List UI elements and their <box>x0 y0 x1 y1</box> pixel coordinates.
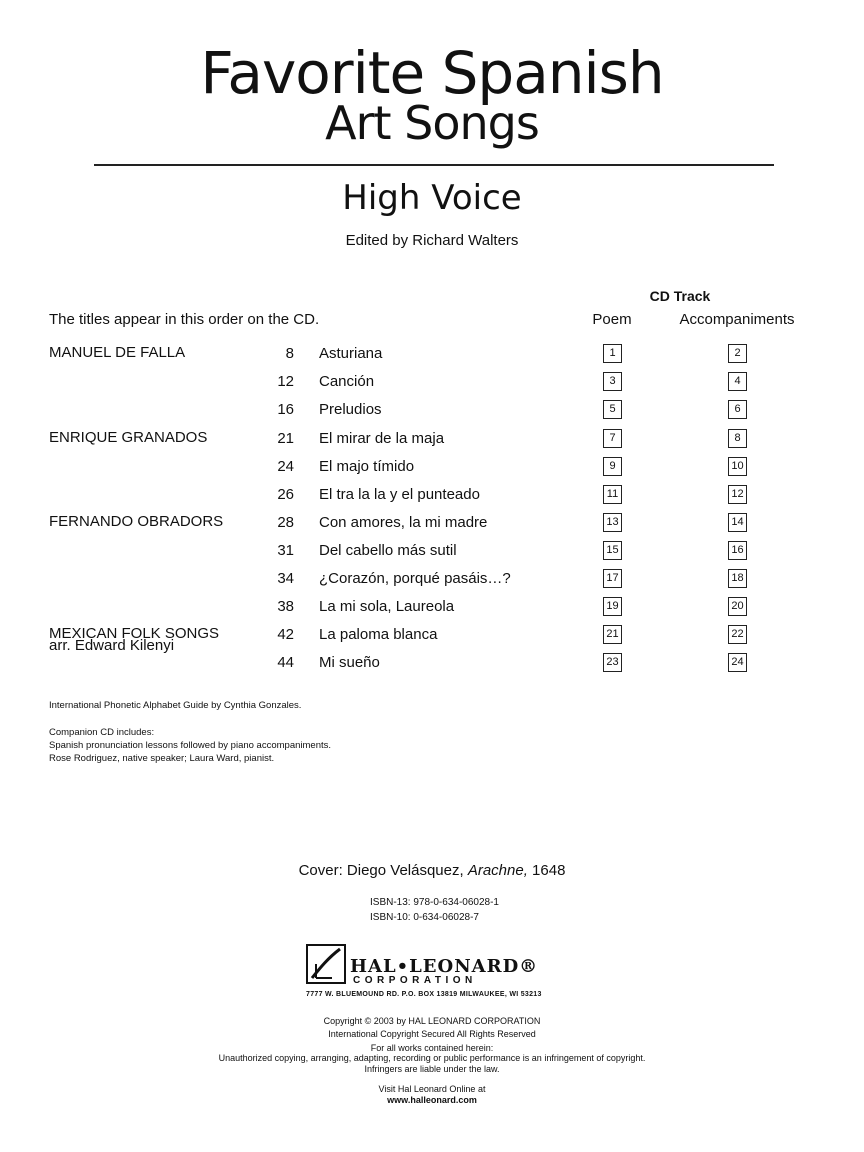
copyright-line: Copyright © 2003 by HAL LEONARD CORPORATION <box>323 1016 541 1026</box>
poem-track-box: 21 <box>603 625 622 644</box>
unauthorized-line: Unauthorized copying, arranging, adapting, recording or public performance is an infringement of copyright. <box>218 1053 646 1063</box>
ipa-note: International Phonetic Alphabet Guide by Cynthia Gonzales. <box>49 700 302 711</box>
page-number: 8 <box>285 345 294 362</box>
song-title: Del cabello más sutil <box>319 542 457 559</box>
hal-leonard-logo-icon <box>306 944 346 984</box>
table-row <box>0 401 864 429</box>
cover-work: Arachne, <box>467 862 528 879</box>
accompaniment-track-box: 16 <box>728 541 747 560</box>
accompaniment-track-box: 24 <box>728 653 747 672</box>
works-line: For all works contained herein: <box>370 1043 494 1053</box>
accompaniment-track-box: 10 <box>728 457 747 476</box>
song-title: ¿Corazón, porqué pasáis…? <box>319 570 511 587</box>
title-divider <box>94 164 774 166</box>
song-title: El majo tímido <box>319 458 415 475</box>
composer-name: ENRIQUE GRANADOS <box>49 429 208 446</box>
poem-track-box: 17 <box>603 569 622 588</box>
page-number: 12 <box>277 373 294 390</box>
accompaniment-track-box: 14 <box>728 513 747 532</box>
cd-heading: Companion CD includes: <box>49 727 155 738</box>
accompaniment-track-box: 12 <box>728 485 747 504</box>
page-title: Favorite Spanish <box>200 39 664 107</box>
publisher-logo-corp: CORPORATION <box>353 975 477 986</box>
accompaniment-track-box: 18 <box>728 569 747 588</box>
cd-track-heading: CD Track <box>649 288 711 304</box>
cd-line: Rose Rodriguez, native speaker; Laura Ward, pianist. <box>49 753 275 764</box>
infringers-line: Infringers are liable under the law. <box>364 1064 500 1074</box>
song-title: Asturiana <box>319 345 383 362</box>
accompaniment-track-box: 2 <box>728 344 747 363</box>
page-number: 34 <box>277 570 294 587</box>
page-number: 26 <box>277 486 294 503</box>
page-number: 24 <box>277 458 294 475</box>
cover-credit <box>0 862 864 879</box>
page-number: 16 <box>277 401 294 418</box>
table-row <box>0 430 864 458</box>
song-title: Canción <box>319 373 375 390</box>
page-number: 21 <box>277 430 294 447</box>
cover-year: 1648 <box>527 862 566 879</box>
accompaniment-track-box: 8 <box>728 429 747 448</box>
table-row <box>0 514 864 542</box>
table-row <box>0 458 864 486</box>
song-title: Preludios <box>319 401 382 418</box>
accompaniment-track-box: 22 <box>728 625 747 644</box>
table-row <box>0 542 864 570</box>
poem-track-box: 13 <box>603 513 622 532</box>
poem-track-box: 23 <box>603 653 622 672</box>
song-title: La paloma blanca <box>319 626 438 643</box>
accompaniment-track-box: 20 <box>728 597 747 616</box>
rights-line: International Copyright Secured All Rights Reserved <box>328 1029 536 1039</box>
poem-track-box: 19 <box>603 597 622 616</box>
composer-name: MANUEL DE FALLA <box>49 344 186 361</box>
editor-credit: Edited by Richard Walters <box>345 232 519 249</box>
isbn-10: ISBN-10: 0-634-06028-7 <box>370 912 479 923</box>
publisher-logo-name: HAL•LEONARD® <box>350 956 539 977</box>
accompaniments-column-header: Accompaniments <box>679 311 795 328</box>
poem-column-header: Poem <box>592 311 632 328</box>
poem-track-box: 5 <box>603 400 622 419</box>
song-title: El tra la la y el punteado <box>319 486 480 503</box>
cover-prefix: Cover: Diego Velásquez, <box>298 862 468 879</box>
song-title: Mi sueño <box>319 654 380 671</box>
page-number: 44 <box>277 654 294 671</box>
website-link[interactable]: www.halleonard.com <box>387 1095 477 1105</box>
accompaniment-track-box: 6 <box>728 400 747 419</box>
table-row <box>0 345 864 373</box>
poem-track-box: 11 <box>603 485 622 504</box>
table-row <box>0 654 864 682</box>
page-number: 28 <box>277 514 294 531</box>
song-title: La mi sola, Laureola <box>319 598 455 615</box>
composer-name: FERNANDO OBRADORS <box>49 513 224 530</box>
poem-track-box: 15 <box>603 541 622 560</box>
accompaniment-track-box: 4 <box>728 372 747 391</box>
poem-track-box: 1 <box>603 344 622 363</box>
page-number: 42 <box>277 626 294 643</box>
subtitle: High Voice <box>342 178 522 218</box>
composer-arranger: arr. Edward Kilenyi <box>49 637 175 654</box>
page-number: 38 <box>277 598 294 615</box>
page-title-line2: Art Songs <box>325 96 539 150</box>
song-title: El mirar de la maja <box>319 430 445 447</box>
table-row <box>0 570 864 598</box>
poem-track-box: 9 <box>603 457 622 476</box>
composer-name: MEXICAN FOLK SONGS <box>49 625 220 642</box>
song-title: Con amores, la mi madre <box>319 514 488 531</box>
cd-line: Spanish pronunciation lessons followed by piano accompaniments. <box>49 740 332 751</box>
poem-track-box: 7 <box>603 429 622 448</box>
isbn-13: ISBN-13: 978-0-634-06028-1 <box>370 897 499 908</box>
table-row <box>0 626 864 654</box>
visit-line: Visit Hal Leonard Online at <box>378 1084 486 1094</box>
poem-track-box: 3 <box>603 372 622 391</box>
publisher-address: 7777 W. BLUEMOUND RD. P.O. BOX 13819 MILWAUKEE, WI 53213 <box>306 991 542 998</box>
table-row <box>0 373 864 401</box>
page-number: 31 <box>277 542 294 559</box>
table-row <box>0 598 864 626</box>
table-row <box>0 486 864 514</box>
order-note: The titles appear in this order on the CD. <box>49 311 320 328</box>
